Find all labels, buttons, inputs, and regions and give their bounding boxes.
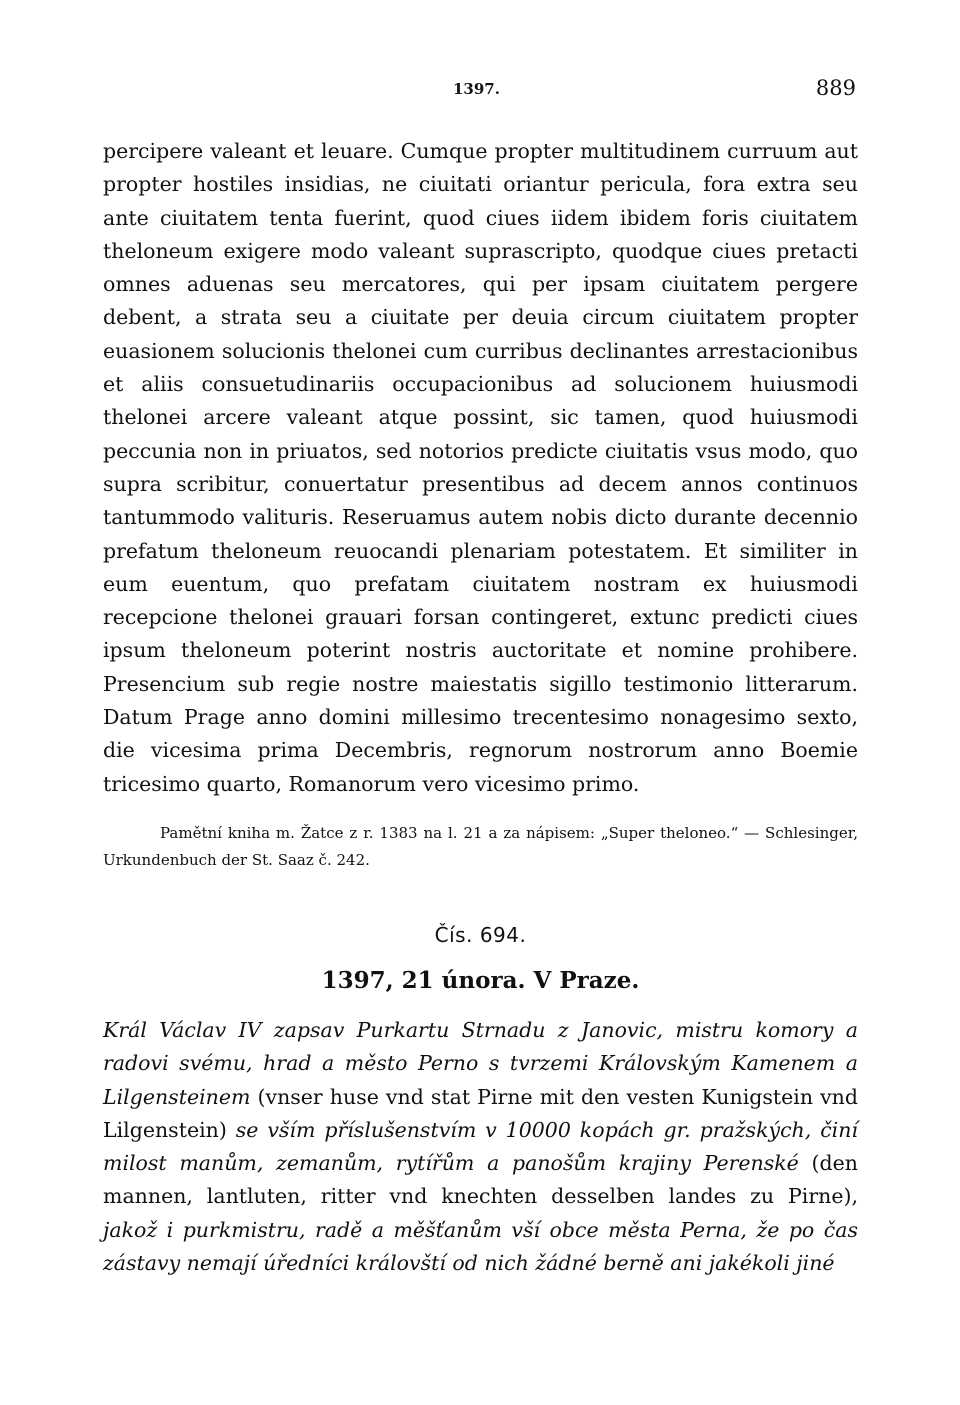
document-page	[103, 72, 858, 1280]
running-header	[103, 72, 858, 112]
source-note: Pamětní kniha m. Žatce z r. 1383 na l. 21 a za nápisem: „Super theloneo.“ — Schlesinger, Urkundenbuch der St. Saaz č. 242.	[103, 823, 858, 869]
charter-text: percipere valeant et leuare. Cumque propter multitudinem curruum aut propter hostiles insidias, ne ciuitati oriantur pericula, fora extra seu ante ciuitatem tenta fuerint, quod ciues iidem ibidem foris ciuitatem theloneum exigere modo valeant suprascripto, quodque ciues pretacti omnes aduenas seu mercatores, qui per ipsam ciuitatem pergere debent, a strata seu a ciuitate per deuia circum ciuitatem propter euasionem solucionis thelonei cum curribus declinantes arrestacionibus et aliis consuetudinariis occupacionibus ad solucionem huiusmodi thelonei arcere valeant atque possint, sic tamen, quod huiusmodi peccunia non in priuatos, sed notorios predicte ciuitatis vsus modo, quo supra scribitur, conuertatur presentibus ad decem annos continuos tantummodo valituris. Reseruamus autem nobis dicto durante decennio prefatum theloneum reuocandi plenariam potestatem. Et similiter in eum euentum, quo prefatam ciuitatem nostram ex huiusmodi recepcione thelonei grauari forsan contingeret, extunc predicti ciues ipsum theloneum poterint nostris auctoritate et nomine prohibere. Presencium sub regie nostre maiestatis sigillo testimonio litterarum. Datum Prage anno domini millesimo trecentesimo nonagesimo sexto, die vicesima prima Decembris, regnorum nostrorum anno Boemie tricesimo quarto, Romanorum vero vicesimo primo.	[103, 139, 858, 796]
page-number: 889	[815, 76, 856, 100]
regest-segment: jakož i purkmistru, radě a měšťanům vší obce města Perna, že po čas zástavy nemají úředníci královští od nich žádné berně ani jakékoli jiné	[103, 1217, 858, 1276]
regest-segment: se vším příslušenstvím v 10000 kopách gr. pražských, činí milost manům, zemanům, rytířům a panošům krajiny Perenské	[103, 1117, 858, 1176]
regest-segment: (vnser huse vnd stat Pirne mit den vesten Kunigstein vnd Lilgenstein)	[103, 1084, 858, 1142]
header-year: 1397.	[453, 80, 500, 98]
regest-segment: (den mannen, lantluten, ritter vnd knechten desselben landes zu Pirne),	[103, 1151, 858, 1209]
regest-segment: Král Václav IV zapsav Purkartu Strnadu z Janovic, mistru komory a radovi svému, hrad a město Perno s tvrzemi Královským Kamenem a Lilgensteinem	[103, 1017, 858, 1109]
document-number: Čís. 694.	[434, 922, 527, 947]
regest-text	[103, 1014, 858, 1280]
document-date-place: 1397, 21 února. V Praze.	[321, 966, 640, 994]
